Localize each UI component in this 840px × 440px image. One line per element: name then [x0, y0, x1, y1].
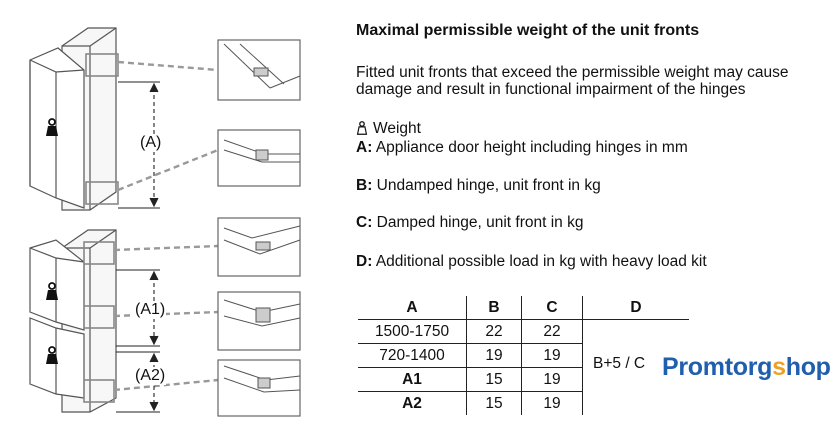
table-row [358, 320, 689, 344]
table-cell-a: A1 [358, 368, 467, 392]
table-cell-a: 720-1400 [358, 344, 467, 368]
legend-b [356, 177, 601, 195]
table-header-a: A [358, 296, 467, 320]
table-cell-a: A2 [402, 394, 422, 412]
legend-weight [356, 120, 421, 138]
legend-a-key: A: [356, 139, 373, 156]
watermark-part-3: hop [785, 353, 831, 381]
legend-d-text: Additional possible load in kg with heavy load kit [375, 253, 707, 270]
watermark-part-2: s [772, 353, 786, 381]
table-cell-c: 19 [522, 368, 583, 392]
legend-c-text: Damped hinge, unit front in kg [376, 214, 584, 231]
table-header-c: C [522, 296, 583, 320]
table-d-value: B+5 / C [593, 355, 646, 372]
hinge-detail-5 [218, 360, 300, 416]
legend-d-key: D: [356, 253, 373, 270]
intro-paragraph: Fitted unit fronts that exceed the permissible weight may cause damage and result in functional impairment of the hinges [356, 64, 789, 98]
legend-d [356, 253, 707, 271]
table-cell-a: 1500-1750 [358, 320, 467, 344]
weight-icon [356, 121, 368, 135]
watermark-part-1: Promtorg [662, 353, 773, 381]
hinge-detail-3 [218, 218, 300, 276]
table-header-d: D [583, 296, 690, 320]
hinge-diagram-drawing [0, 0, 340, 440]
hinge-detail-2 [218, 130, 300, 186]
legend-a-text: Appliance door height including hinges in mm [375, 139, 688, 156]
table-cell-b: 15 [467, 368, 522, 392]
table-cell-b: 19 [467, 344, 522, 368]
appliance-double-door [30, 230, 116, 412]
table-cell-c: 19 [522, 344, 583, 368]
legend-c [356, 214, 583, 232]
table-header-row [358, 296, 689, 320]
watermark-logo [662, 353, 831, 382]
legend-b-text: Undamped hinge, unit front in kg [376, 177, 601, 194]
legend-weight-text: Weight [373, 120, 421, 137]
table-cell-c: 19 [522, 392, 583, 416]
dimension-a2-label: (A2) [135, 367, 166, 384]
legend-b-key: B: [356, 177, 373, 194]
table-cell-b: 22 [467, 320, 522, 344]
legend-c-key: C: [356, 214, 373, 231]
hinge-detail-4 [218, 292, 300, 350]
installation-diagram [0, 0, 340, 440]
dimension-a-label: (A) [140, 134, 162, 151]
table-cell-b: 15 [467, 392, 522, 416]
section-title: Maximal permissible weight of the unit fronts [356, 22, 700, 39]
hinge-detail-1 [218, 40, 300, 100]
table-cell-c: 22 [522, 320, 583, 344]
legend-a [356, 139, 688, 157]
table-header-b: B [467, 296, 522, 320]
dimension-a1-label: (A1) [135, 301, 166, 318]
